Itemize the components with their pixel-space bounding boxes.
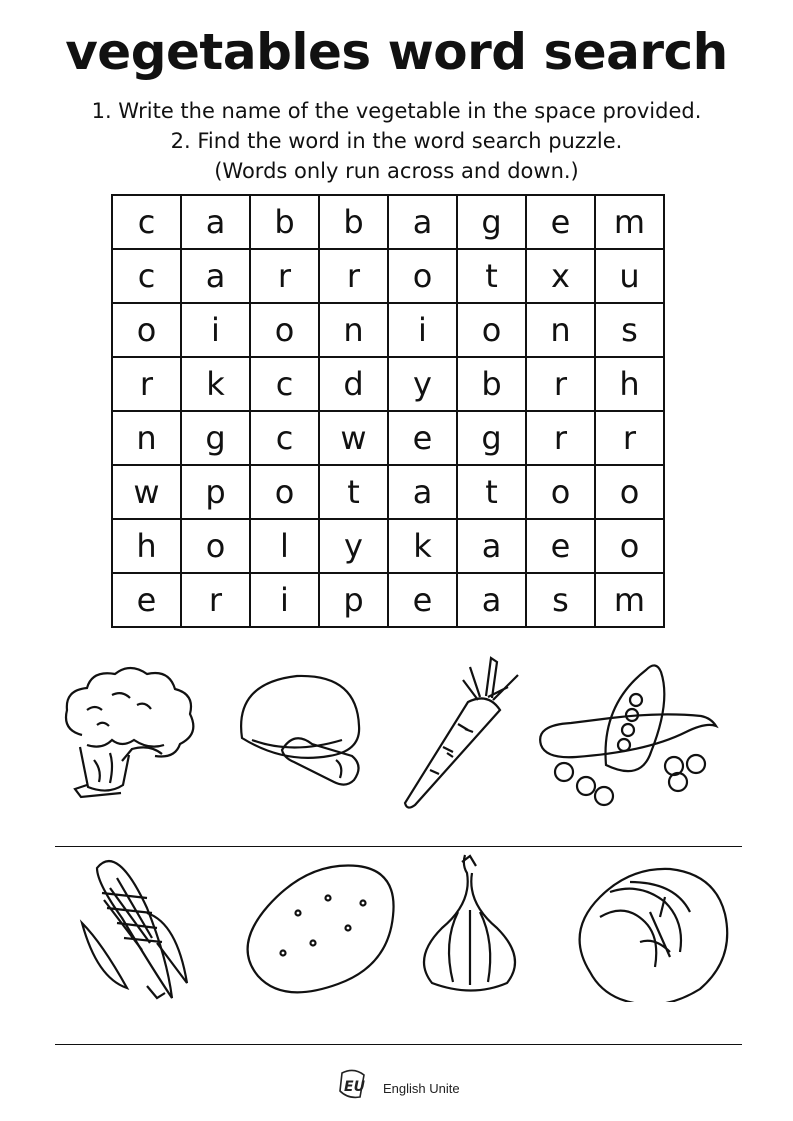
grid-cell: a: [388, 465, 457, 519]
grid-cell: s: [595, 303, 664, 357]
grid-cell: r: [595, 411, 664, 465]
grid-cell: m: [595, 573, 664, 627]
word-search-grid: [111, 194, 665, 628]
cabbage-picture: [570, 862, 730, 1002]
grid-row: [112, 357, 664, 411]
grid-row: [112, 465, 664, 519]
grid-row: [112, 573, 664, 627]
mushroom-picture: [232, 668, 372, 793]
page-title: vegetables word search: [65, 23, 728, 81]
grid-cell: k: [388, 519, 457, 573]
grid-cell: o: [181, 519, 250, 573]
grid-cell: p: [319, 573, 388, 627]
grid-cell: u: [595, 249, 664, 303]
grid-cell: x: [526, 249, 595, 303]
grid-cell: c: [250, 411, 319, 465]
corn-picture: [62, 848, 192, 1008]
potato-picture: [238, 858, 398, 998]
grid-cell: c: [112, 195, 181, 249]
grid-cell: r: [319, 249, 388, 303]
instruction-1: 1. Write the name of the vegetable in the space provided.: [91, 99, 702, 123]
grid-row: [112, 303, 664, 357]
answer-line-2[interactable]: [55, 1044, 742, 1045]
grid-row: [112, 519, 664, 573]
logo-text: English Unite: [383, 1081, 460, 1096]
grid-cell: n: [319, 303, 388, 357]
grid-cell: t: [457, 249, 526, 303]
grid-cell: t: [319, 465, 388, 519]
grid-cell: n: [112, 411, 181, 465]
grid-cell: g: [457, 411, 526, 465]
grid-cell: c: [250, 357, 319, 411]
grid-cell: e: [112, 573, 181, 627]
grid-cell: e: [526, 519, 595, 573]
grid-cell: o: [526, 465, 595, 519]
grid-cell: s: [526, 573, 595, 627]
grid-cell: o: [250, 465, 319, 519]
grid-cell: o: [250, 303, 319, 357]
peas-picture: [536, 660, 726, 810]
broccoli-picture: [52, 665, 212, 805]
grid-cell: b: [319, 195, 388, 249]
carrot-picture: [398, 652, 528, 812]
instruction-3: (Words only run across and down.): [214, 159, 579, 183]
grid-cell: r: [112, 357, 181, 411]
grid-cell: o: [388, 249, 457, 303]
grid-cell: e: [526, 195, 595, 249]
instruction-2: 2. Find the word in the word search puzzle.: [170, 129, 623, 153]
grid-cell: g: [457, 195, 526, 249]
grid-cell: r: [250, 249, 319, 303]
grid-cell: l: [250, 519, 319, 573]
grid-cell: i: [250, 573, 319, 627]
grid-cell: h: [112, 519, 181, 573]
grid-cell: o: [595, 465, 664, 519]
grid-cell: a: [181, 195, 250, 249]
grid-cell: k: [181, 357, 250, 411]
grid-cell: o: [595, 519, 664, 573]
grid-row: [112, 195, 664, 249]
grid-cell: n: [526, 303, 595, 357]
grid-cell: c: [112, 249, 181, 303]
grid-cell: w: [112, 465, 181, 519]
grid-cell: o: [457, 303, 526, 357]
grid-cell: i: [181, 303, 250, 357]
svg-text:EU: EU: [344, 1079, 365, 1095]
grid-cell: m: [595, 195, 664, 249]
grid-cell: a: [181, 249, 250, 303]
grid-row: [112, 249, 664, 303]
grid-cell: b: [457, 357, 526, 411]
grid-cell: b: [250, 195, 319, 249]
grid-cell: h: [595, 357, 664, 411]
grid-cell: w: [319, 411, 388, 465]
grid-cell: p: [181, 465, 250, 519]
grid-cell: y: [388, 357, 457, 411]
onion-picture: [420, 850, 530, 1005]
grid-row: [112, 411, 664, 465]
answer-line-1[interactable]: [55, 846, 742, 847]
grid-cell: r: [526, 411, 595, 465]
grid-cell: e: [388, 573, 457, 627]
grid-cell: g: [181, 411, 250, 465]
grid-cell: t: [457, 465, 526, 519]
grid-cell: d: [319, 357, 388, 411]
grid-cell: a: [457, 519, 526, 573]
grid-cell: r: [181, 573, 250, 627]
grid-cell: a: [388, 195, 457, 249]
grid-cell: e: [388, 411, 457, 465]
grid-cell: a: [457, 573, 526, 627]
grid-cell: y: [319, 519, 388, 573]
grid-cell: i: [388, 303, 457, 357]
grid-cell: r: [526, 357, 595, 411]
grid-cell: o: [112, 303, 181, 357]
